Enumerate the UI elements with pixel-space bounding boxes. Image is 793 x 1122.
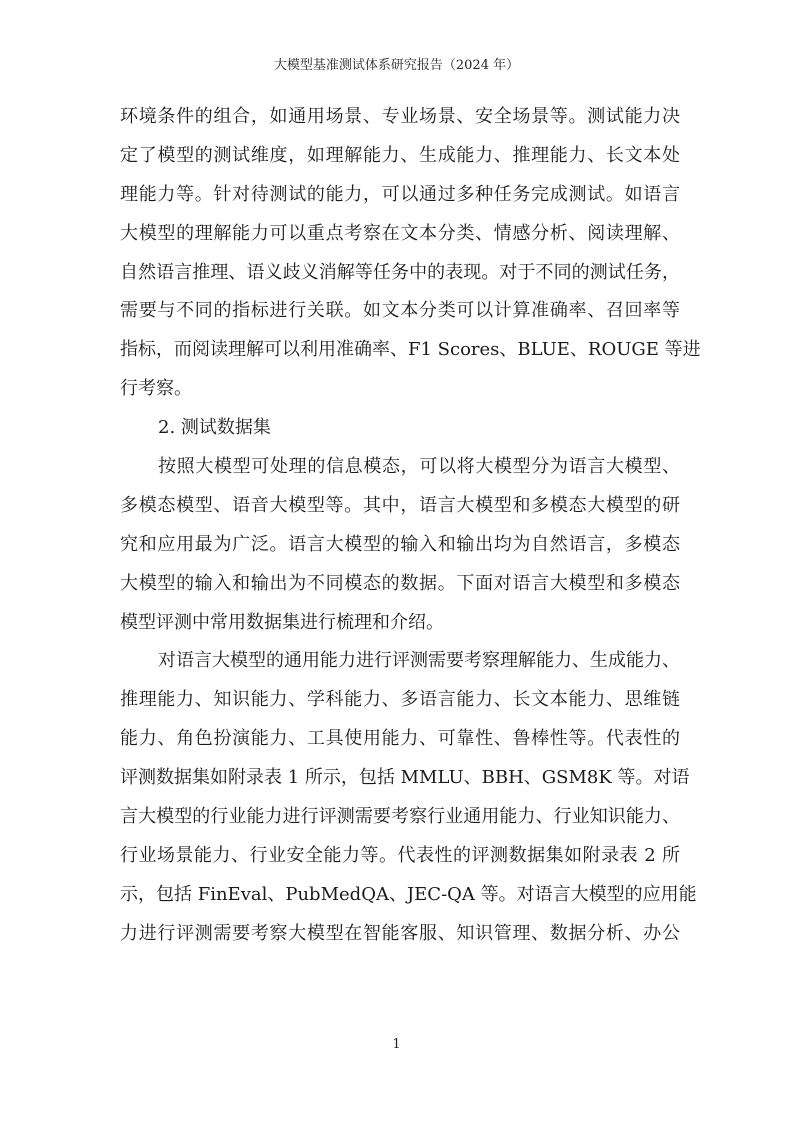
body-text <box>120 98 701 954</box>
text-line: 2. 测试数据集 <box>158 417 271 439</box>
text-line: 环境条件的组合，如通用场景、专业场景、安全场景等。测试能力决 <box>120 106 680 127</box>
text-line: 大模型的理解能力可以重点考察在文本分类、情感分析、阅读理解、 <box>120 222 680 244</box>
text-line: 能力、角色扮演能力、工具使用能力、可靠性、鲁棒性等。代表性的 <box>120 728 680 750</box>
page-number: 1 <box>392 1037 401 1052</box>
text-line: 行业场景能力、行业安全能力等。代表性的评测数据集如附录表 2 所 <box>120 844 680 866</box>
text-line: 需要与不同的指标进行关联。如文本分类可以计算准确率、召回率等 <box>120 300 680 322</box>
text-line: 指标，而阅读理解可以利用准确率、F1 Scores、BLUE、ROUGE 等进 <box>120 339 701 361</box>
text-line: 模型评测中常用数据集进行梳理和介绍。 <box>120 611 444 633</box>
running-header: 大模型基准测试体系研究报告（2024 年） <box>273 58 520 73</box>
text-line: 究和应用最为广泛。语言大模型的输入和输出均为自然语言，多模态 <box>120 533 680 555</box>
text-line: 行考察。 <box>120 378 192 400</box>
text-line: 大模型的输入和输出为不同模态的数据。下面对语言大模型和多模态 <box>120 572 680 594</box>
text-line: 对语言大模型的通用能力进行评测需要考察理解能力、生成能力、 <box>158 650 680 672</box>
text-line: 言大模型的行业能力进行评测需要考察行业通用能力、行业知识能力、 <box>120 806 680 828</box>
text-line: 推理能力、知识能力、学科能力、多语言能力、长文本能力、思维链 <box>120 689 680 711</box>
text-line: 评测数据集如附录表 1 所示，包括 MMLU、BBH、GSM8K 等。对语 <box>120 767 690 789</box>
text-line: 示，包括 FinEval、PubMedQA、JEC-QA 等。对语言大模型的应用能 <box>120 883 697 905</box>
text-line: 自然语言推理、语义歧义消解等任务中的表现。对于不同的测试任务， <box>120 261 680 283</box>
text-line: 定了模型的测试维度，如理解能力、生成能力、推理能力、长文本处 <box>120 144 680 166</box>
text-line: 力进行评测需要考察大模型在智能客服、知识管理、数据分析、办公 <box>120 922 680 944</box>
text-line: 按照大模型可处理的信息模态，可以将大模型分为语言大模型、 <box>158 456 680 478</box>
text-line: 多模态模型、语音大模型等。其中，语言大模型和多模态大模型的研 <box>120 494 680 516</box>
text-line: 理能力等。针对待测试的能力，可以通过多种任务完成测试。如语言 <box>120 183 680 205</box>
